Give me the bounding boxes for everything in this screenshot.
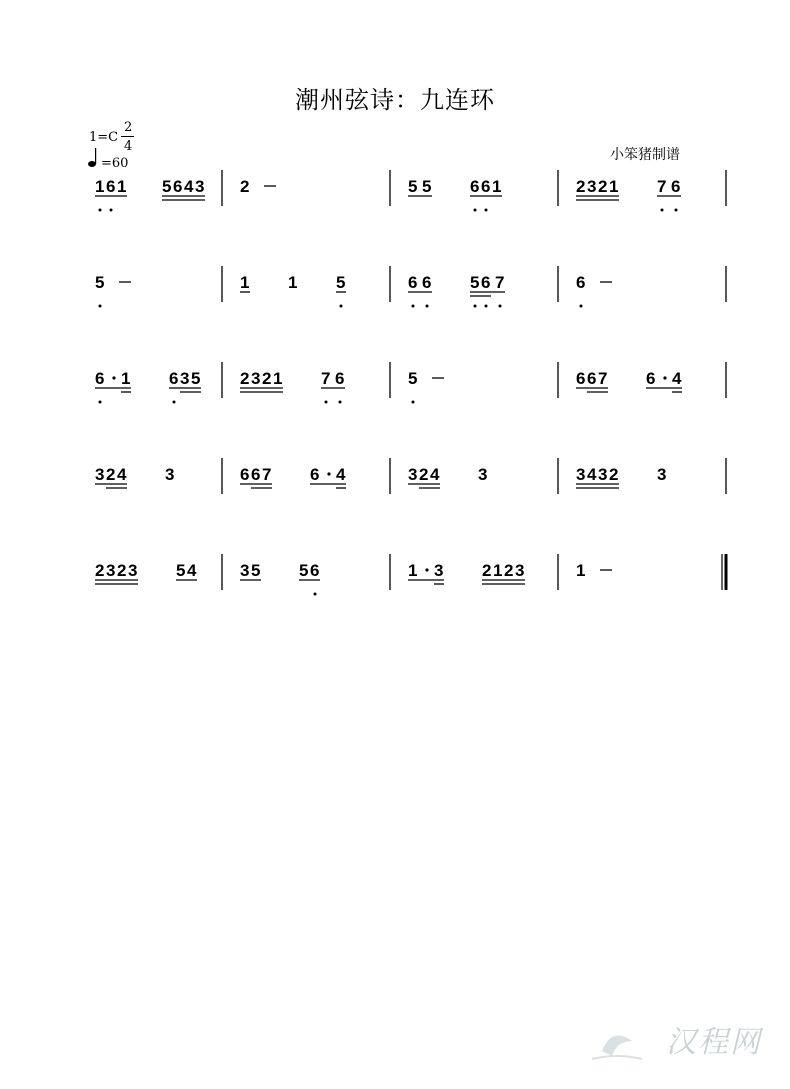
note-digit: 4 (184, 177, 194, 196)
note-digit: 7 (657, 177, 667, 196)
note-digit: 1 (95, 177, 105, 196)
lower-octave-dot (675, 209, 678, 212)
note-digit: 3 (106, 561, 116, 580)
lower-octave-dot (99, 401, 102, 404)
note-digit: 2 (117, 561, 127, 580)
note-digit: 7 (598, 369, 608, 388)
note-digit: 6 (240, 465, 250, 484)
lower-octave-dot (340, 305, 343, 308)
augmentation-dot (663, 376, 666, 379)
note-digit: 6 (576, 273, 586, 292)
note-digit: 5 (336, 273, 346, 292)
note-digit: 4 (430, 465, 440, 484)
lower-octave-dot (485, 305, 488, 308)
note-digit: 3 (180, 369, 190, 388)
note-digit: 6 (671, 177, 681, 196)
lower-octave-dot (474, 209, 477, 212)
time-signature-numerator: 2 (124, 120, 133, 135)
tempo-marking: =60 (101, 156, 129, 171)
note-digit: 2 (598, 177, 608, 196)
note-digit: 3 (408, 465, 418, 484)
note-digit: 3 (515, 561, 525, 580)
time-signature-denominator: 4 (124, 139, 133, 154)
lower-octave-dot (412, 401, 415, 404)
augmentation-dot (327, 472, 330, 475)
note-digit: 2 (262, 369, 272, 388)
note-digit: 6 (310, 561, 320, 580)
note-digit: 6 (169, 369, 179, 388)
note-digit: 7 (495, 273, 505, 292)
note-digit: 3 (434, 561, 444, 580)
note-digit: 5 (191, 369, 201, 388)
note-digit: 1 (408, 561, 418, 580)
note-digit: 1 (117, 177, 127, 196)
note-digit: 6 (481, 177, 491, 196)
note-digit: 5 (408, 177, 418, 196)
note-digit: 4 (117, 465, 127, 484)
note-digit: 3 (576, 465, 586, 484)
augmentation-dot (112, 376, 115, 379)
lower-octave-dot (412, 305, 415, 308)
note-digit: 3 (598, 465, 608, 484)
lower-octave-dot (426, 305, 429, 308)
note-digit: 3 (95, 465, 105, 484)
note-digit: 3 (128, 561, 138, 580)
note-digit: 4 (187, 561, 197, 580)
note-digit: 1 (288, 273, 298, 292)
lower-octave-dot (485, 209, 488, 212)
note-digit: 3 (657, 465, 667, 484)
note-digit: 2 (576, 177, 586, 196)
note-digit: 5 (95, 273, 105, 292)
note-digit: 3 (251, 369, 261, 388)
note-digit: 3 (240, 561, 250, 580)
key-signature: 1=C (89, 130, 119, 145)
note-digit: 3 (165, 465, 175, 484)
note-digit: 2 (482, 561, 492, 580)
note-digit: 5 (470, 273, 480, 292)
note-digit: 6 (481, 273, 491, 292)
lower-octave-dot (99, 209, 102, 212)
note-digit: 1 (576, 561, 586, 580)
note-digit: 5 (408, 369, 418, 388)
lower-octave-dot (173, 401, 176, 404)
note-digit: 1 (121, 369, 131, 388)
note-digit: 2 (419, 465, 429, 484)
note-digit: 7 (321, 369, 331, 388)
augmentation-dot (425, 568, 428, 571)
note-digit: 5 (422, 177, 432, 196)
lower-octave-dot (580, 305, 583, 308)
lower-octave-dot (339, 401, 342, 404)
note-digit: 2 (240, 369, 250, 388)
note-digit: 5 (162, 177, 172, 196)
lower-octave-dot (325, 401, 328, 404)
page-title: 潮州弦诗：九连环 (295, 86, 495, 114)
note-digit: 2 (95, 561, 105, 580)
watermark-text: 汉程网 (666, 1025, 762, 1060)
lower-octave-dot (110, 209, 113, 212)
note-digit: 4 (672, 369, 682, 388)
note-digit: 2 (106, 465, 116, 484)
note-digit: 5 (299, 561, 309, 580)
note-digit: 1 (493, 561, 503, 580)
lower-octave-dot (474, 305, 477, 308)
arranger-credit: 小笨猪制谱 (610, 147, 680, 163)
lower-octave-dot (661, 209, 664, 212)
note-digit: 6 (422, 273, 432, 292)
note-digit: 3 (587, 177, 597, 196)
note-digit: 5 (251, 561, 261, 580)
note-digit: 6 (335, 369, 345, 388)
note-digit: 6 (106, 177, 116, 196)
lower-octave-dot (99, 305, 102, 308)
note-digit: 6 (408, 273, 418, 292)
note-digit: 1 (240, 273, 250, 292)
note-digit: 4 (587, 465, 597, 484)
note-digit: 6 (95, 369, 105, 388)
note-digit: 1 (492, 177, 502, 196)
note-digit: 3 (478, 465, 488, 484)
note-digit: 6 (470, 177, 480, 196)
lower-octave-dot (499, 305, 502, 308)
note-digit: 5 (176, 561, 186, 580)
note-digit: 1 (609, 177, 619, 196)
note-digit: 6 (310, 465, 320, 484)
note-digit: 2 (609, 465, 619, 484)
note-digit: 6 (587, 369, 597, 388)
note-digit: 6 (646, 369, 656, 388)
note-digit: 3 (195, 177, 205, 196)
note-digit: 4 (336, 465, 346, 484)
note-digit: 6 (251, 465, 261, 484)
note-digit: 7 (262, 465, 272, 484)
note-digit: 6 (576, 369, 586, 388)
note-digit: 6 (173, 177, 183, 196)
note-digit: 2 (504, 561, 514, 580)
lower-octave-dot (314, 593, 317, 596)
note-digit: 2 (240, 177, 250, 196)
note-digit: 1 (273, 369, 283, 388)
